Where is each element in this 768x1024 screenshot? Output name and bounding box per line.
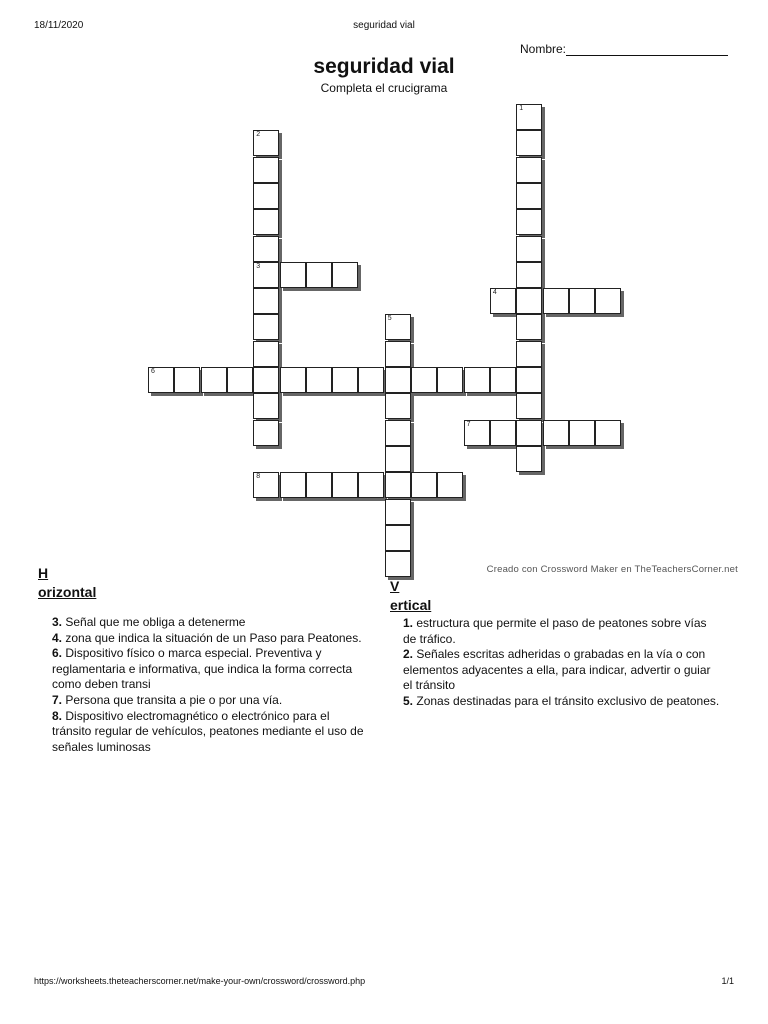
vertical-heading-rest: ertical [390, 597, 432, 613]
clue-number: 2. [403, 647, 414, 662]
crossword-cell[interactable] [516, 393, 542, 419]
clue-number: 7. [52, 692, 63, 707]
nombre-field[interactable] [520, 42, 728, 56]
crossword-cell[interactable] [148, 367, 174, 393]
crossword-cell[interactable] [516, 236, 542, 262]
nombre-label: Nombre: [520, 42, 567, 56]
cell-number: 2 [256, 131, 261, 139]
cell-number: 6 [151, 368, 155, 375]
crossword-cell[interactable] [490, 288, 516, 314]
vertical-clue-list [403, 616, 723, 710]
crossword-cell[interactable] [569, 420, 595, 446]
crossword-cell[interactable] [385, 472, 411, 498]
crossword-cell[interactable] [306, 472, 332, 498]
crossword-cell[interactable] [516, 314, 542, 340]
crossword-cell[interactable] [543, 420, 569, 446]
cell-number: 7 [466, 420, 471, 428]
crossword-cell[interactable] [385, 551, 411, 577]
clue-text: Persona que transita a pie o por una vía. [65, 692, 283, 707]
crossword-cell[interactable] [253, 393, 279, 419]
clue-text: Dispositivo físico o marca especial. Preventiva y reglamentaria e informativa, que indica la forma correcta como deben transi [52, 646, 353, 692]
cell-number: 5 [387, 315, 392, 323]
crossword-cell[interactable] [411, 472, 437, 498]
credit-text: Creado con Crossword Maker en TheTeachersCorner.net [486, 564, 738, 575]
crossword-cell[interactable] [516, 183, 542, 209]
crossword-cell[interactable] [306, 262, 332, 288]
crossword-cell[interactable] [385, 393, 411, 419]
footer-url: https://worksheets.theteacherscorner.net/make-your-own/crossword/crossword.php [34, 976, 366, 986]
clue-number: 1. [403, 616, 414, 630]
crossword-cell[interactable] [253, 130, 279, 156]
crossword-cell[interactable] [516, 446, 542, 472]
footer-page-number: 1/1 [721, 976, 734, 986]
crossword-cell[interactable] [516, 209, 542, 235]
cell-number: 3 [256, 262, 261, 270]
crossword-cell[interactable] [464, 420, 490, 446]
clue-number: 5. [403, 693, 414, 708]
crossword-cell[interactable] [253, 236, 279, 262]
crossword-cell[interactable] [358, 472, 384, 498]
crossword-cell[interactable] [280, 262, 306, 288]
crossword-cell[interactable] [516, 341, 542, 367]
crossword-cell[interactable] [516, 130, 542, 156]
page-title: seguridad vial [313, 55, 455, 78]
crossword-cell[interactable] [385, 314, 411, 340]
crossword-cell[interactable] [280, 472, 306, 498]
crossword-cell[interactable] [595, 420, 621, 446]
clue-number: 6. [52, 646, 63, 661]
clue-v-1 [403, 616, 723, 647]
crossword-cell[interactable] [516, 262, 542, 288]
crossword-cell[interactable] [253, 262, 279, 288]
cell-number: 1 [519, 105, 524, 112]
crossword-cell[interactable] [253, 209, 279, 235]
clue-text: zona que indica la situación de un Paso para Peatones. [65, 630, 362, 645]
clue-number: 4. [52, 630, 63, 645]
page-subtitle: Completa el crucigrama [320, 81, 448, 95]
crossword-cell[interactable] [332, 262, 358, 288]
crossword-cell[interactable] [543, 288, 569, 314]
crossword-cell[interactable] [595, 288, 621, 314]
clue-h-3 [52, 615, 367, 631]
crossword-cell[interactable] [227, 367, 253, 393]
crossword-cell[interactable] [253, 367, 279, 393]
clue-text: Señal que me obliga a detenerme [65, 615, 246, 629]
crossword-cell[interactable] [437, 367, 463, 393]
crossword-cell[interactable] [490, 367, 516, 393]
crossword-cell[interactable] [306, 367, 332, 393]
clue-text: Dispositivo electromagnético o electrónico para el tránsito regular de vehículos, peatones mediante el uso de señales luminosas [52, 708, 364, 754]
crossword-cell[interactable] [385, 446, 411, 472]
crossword-cell[interactable] [516, 288, 542, 314]
crossword-cell[interactable] [569, 288, 595, 314]
crossword-cell[interactable] [174, 367, 200, 393]
crossword-cell[interactable] [516, 420, 542, 446]
clue-text: estructura que permite el paso de peatones sobre vías de tráfico. [403, 616, 707, 646]
crossword-cell[interactable] [280, 367, 306, 393]
crossword-cell[interactable] [516, 157, 542, 183]
print-doc-title: seguridad vial [353, 20, 415, 31]
crossword-cell[interactable] [253, 420, 279, 446]
crossword-cell[interactable] [253, 288, 279, 314]
crossword-cell[interactable] [516, 367, 542, 393]
crossword-cell[interactable] [385, 499, 411, 525]
crossword-cell[interactable] [385, 341, 411, 367]
clue-v-2 [403, 647, 723, 694]
horizontal-heading-rest: orizontal [38, 584, 97, 600]
clue-number: 8. [52, 708, 63, 723]
crossword-cell[interactable] [385, 525, 411, 551]
horizontal-heading [38, 564, 96, 602]
crossword-cell[interactable] [253, 157, 279, 183]
clue-h-8 [52, 709, 367, 756]
print-date: 18/11/2020 [34, 20, 84, 31]
crossword-cell[interactable] [253, 472, 279, 498]
crossword-cell[interactable] [358, 367, 384, 393]
vertical-heading [390, 577, 431, 615]
crossword-cell[interactable] [385, 420, 411, 446]
crossword-cell[interactable] [253, 183, 279, 209]
crossword-cell[interactable] [464, 367, 490, 393]
crossword-cell[interactable] [385, 367, 411, 393]
clue-h-7 [52, 693, 367, 709]
horizontal-clue-list [52, 615, 367, 755]
horizontal-heading-initial: H [38, 565, 49, 581]
crossword-cell[interactable] [437, 472, 463, 498]
crossword-cell[interactable] [411, 367, 437, 393]
crossword-cell[interactable] [253, 341, 279, 367]
clue-text: Zonas destinadas para el tránsito exclusivo de peatones. [416, 693, 720, 708]
clue-v-5 [403, 694, 723, 710]
crossword-cell[interactable] [516, 104, 542, 130]
clue-text: Señales escritas adheridas o grabadas en la vía o con elementos adyacentes a ella, para indicar, advertir o guiar el tránsito [403, 647, 711, 693]
crossword-cell[interactable] [253, 314, 279, 340]
clue-h-6 [52, 646, 367, 693]
crossword-cell[interactable] [490, 420, 516, 446]
crossword-cell[interactable] [201, 367, 227, 393]
cell-number: 4 [492, 289, 497, 297]
crossword-cell[interactable] [332, 367, 358, 393]
crossword-cell[interactable] [332, 472, 358, 498]
cell-number: 8 [256, 473, 261, 481]
clue-h-4 [52, 631, 367, 647]
vertical-heading-initial: V [390, 578, 400, 594]
clue-number: 3. [52, 615, 63, 629]
